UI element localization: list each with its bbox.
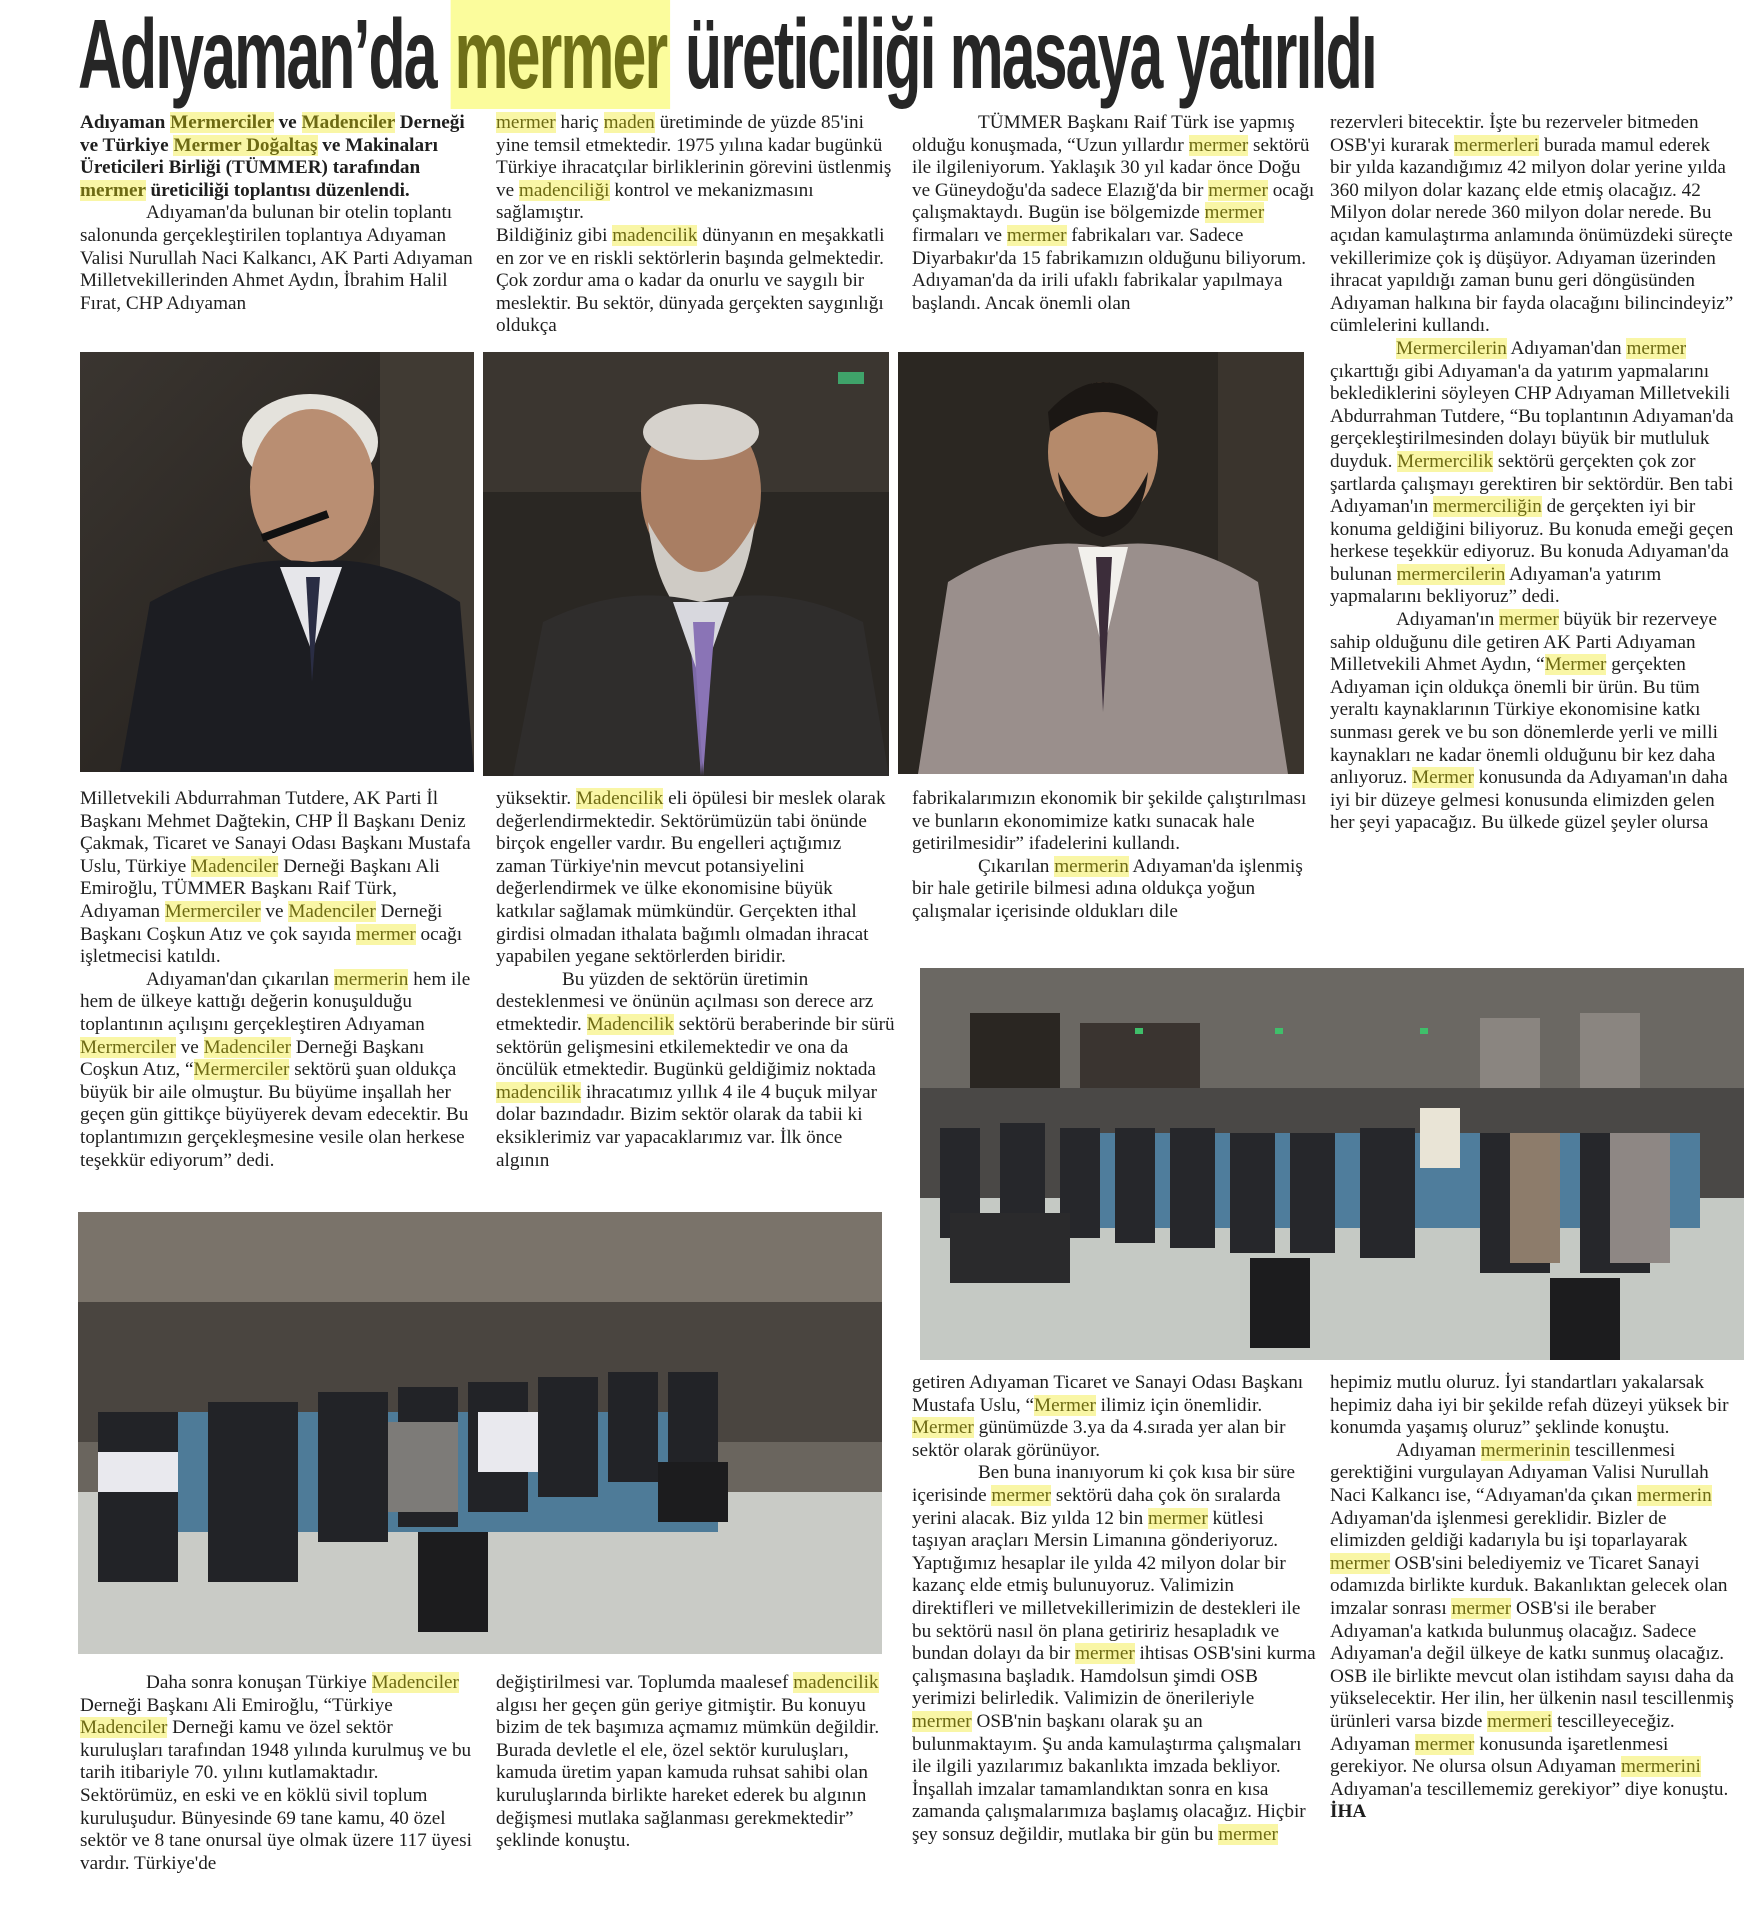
highlighted-keyword: Mermerciler [170,112,274,133]
paragraph-text: sektörü gerçekten çok zor şartlarda çalışmayı gerektiren bir sektördür. Ben tabi Adıyaman'ın [1330,450,1734,518]
highlighted-keyword: mermer [80,179,146,201]
highlighted-keyword: mermer [1218,1823,1278,1845]
highlighted-keyword: mermerinin [1480,1439,1571,1461]
highlighted-keyword: mermerin [1054,855,1129,877]
article-paragraph [496,112,896,225]
highlighted-keyword: Madenciler [288,900,376,922]
paragraph-text: değiştirilmesi var. Toplumda maalesef [496,1672,794,1693]
headline-highlight: mermer [451,0,670,109]
paragraph-text: günümüzde 3.ya da 4.sırada yer alan bir sektör olarak görünüyor. [912,1417,1286,1461]
paragraph-text: Adıyaman'a tescillememiz gerekiyor” diye konuştu. [1330,1778,1729,1800]
column-3-mid [912,788,1317,924]
paragraph-text: Adıyaman'da işlenmesi gereklidir. Bizler de elimizden geldiği kadarıyla bu işi toparlayarak [1330,1507,1688,1552]
paragraph-text: OSB'si ile beraber Adıyaman'a katkıda bulunmuş olacağız. Sadece Adıyaman'a değil ülkeye de katkı sunmuş olacağız. OSB ile birlikte mevcut olan istihdam sayısı daha da yükselecektir. Her ilin, her ülkenin nasıl tescillenmiş ürünleri varsa bizde [1330,1597,1734,1732]
article-paragraph [1330,609,1735,835]
highlighted-keyword: Mermercilik [1397,450,1494,472]
headline-before: Adıyaman’da [78,0,451,109]
highlighted-keyword: maden [603,112,655,133]
highlighted-keyword: mermer [1204,202,1265,224]
highlighted-keyword: Madenciler [191,855,279,877]
article-paragraph [80,788,480,969]
paragraph-text: Adıyaman'da bulunan bir otelin toplantı salonunda gerçekleştirilen toplantıya Adıyaman Valisi Nurullah Naci Kalkancı, AK Parti Adıyaman Milletvekillerinden Ahmet Aydın, İbrahim Halil Fırat, CHP Adıyaman [80,202,473,314]
paragraph-text: ihtisas OSB'sini kurma çalışmasına başladık. Hamdolsun şimdi OSB yerimizi belirledik. Valimizin de önerileriyle [912,1643,1316,1710]
column-2-bottom [496,1672,896,1853]
paragraph-text: Adıyaman'dan [1506,337,1627,359]
highlighted-keyword: Madenciler [371,1672,459,1693]
highlighted-keyword: madencilik [612,224,698,246]
speaker-photo-3 [898,352,1304,774]
paragraph-text: üreticiliği toplantısı düzenlendi. [145,179,410,201]
audience-2-image [78,1212,882,1654]
paragraph-text: konusunda da Adıyaman'ın daha iyi bir düzeye gelmesi konusunda elimizden gelen her şeyi yapacağız. Bu ülkede güzel şeyler olursa [1330,767,1728,834]
paragraph-text: dünyanın en meşakkatli en zor ve en riskli sektörlerin başında gelmektedir. Çok zordur ama o kadar da onurlu ve saygılı bir meslektir. Bu sektör, dünyada gerçekten saygınlığı oldukça [496,224,885,337]
paragraph-text: kontrol ve mekanizmasını sağlamıştır. [496,179,814,224]
paragraph-text: sektörü ile ilgileniyorum. Yaklaşık 30 yıl kadar önce Doğu ve Güneydoğu'da sadece Elazığ'da bir [912,134,1310,201]
highlighted-keyword: mermeri [1487,1710,1553,1732]
highlighted-keyword: mermerini [1620,1756,1701,1778]
paragraph-text: de gerçekten iyi bir konuma geldiğini biliyoruz. Bu konuda emeği geçen herkese teşekkür ediyoruz. Bu konuda Adıyaman'da bulunan [1330,496,1734,585]
paragraph-text: gerçekten Adıyaman için oldukça önemli bir ürün. Bu tüm yeraltı kaynaklarının Türkiye ekonomisine katkı sunması gerek ve bu son dönemlerde yerli ve milli kaynakları ne kadar önemli olduğunu bir kez daha anlıyoruz. [1330,654,1718,789]
paragraph-text: ve [260,900,289,922]
highlighted-keyword: mermerleri [1453,134,1540,156]
column-1-bottom [80,1672,480,1875]
article-paragraph [496,1672,896,1853]
highlighted-keyword: mermerciliğin [1433,496,1542,518]
highlighted-keyword: mermer [912,1710,972,1732]
highlighted-keyword: mermer [1208,179,1268,201]
paragraph-text: Adıyaman [1396,1439,1481,1461]
column-1-mid [80,788,480,1172]
news-agency-credit: İHA [1330,1801,1367,1823]
article-paragraph [1330,338,1735,609]
paragraph-text: burada mamul ederek bir yılda kazandığımız 42 milyon dolar yerine yılda 360 milyon dolar kazanç elde etmiş olacağız. 42 Milyon dolar nerede 360 milyon dolar nerede. Bu açıdan kamulaştırma anlamında önümüzdeki süreçte vekillerimize çok iş düşüyor. Adıyaman üzerinden ihracat yapıldığı zaman bunu geri döngüsünden Adıyaman halkına bir fayda olacağını bilincindeyiz” cümlelerini kullandı. [1330,134,1734,337]
highlighted-keyword: Mermer Doğaltaş [173,134,318,156]
article-paragraph [80,202,480,315]
paragraph-text: firmaları ve [912,224,1007,246]
highlighted-keyword: mermer [1148,1507,1208,1529]
highlighted-keyword: Madencilik [575,788,664,809]
article-paragraph [80,112,480,202]
audience-photo-2 [78,1212,882,1654]
highlighted-keyword: mermer [1330,1552,1390,1574]
paragraph-text: sektörü şuan oldukça büyük bir aile olmuştur. Bu büyüme inşallah her geçen gün gittikçe büyüyerek devam edecektir. Bu toplantımızın gerçekleşmesine vesile olan herkese teşekkür ediyorum” dedi. [80,1059,469,1171]
highlighted-keyword: mermer [356,923,416,945]
paragraph-text: sektörü daha çok ön sıralarda yerini alacak. Biz yılda 12 bin [912,1484,1281,1529]
highlighted-keyword: mermer [1499,609,1559,631]
speaker-1-image [80,352,474,772]
paragraph-text: getiren Adıyaman Ticaret ve Sanayi Odası Başkanı Mustafa Uslu, “ [912,1372,1304,1416]
speaker-3-image [898,352,1304,774]
audience-1-image [920,968,1744,1360]
speaker-photo-1 [80,352,474,772]
paragraph-text: Derneği Başkanı Ali Emiroğlu, TÜMMER Başkanı Raif Türk, Adıyaman [80,855,440,922]
column-1-top [80,112,480,315]
highlighted-keyword: mermer [1075,1643,1135,1665]
highlighted-keyword: mermer [1006,224,1067,246]
highlighted-keyword: madenciliği [518,179,610,201]
highlighted-keyword: Mermer [1412,767,1474,789]
paragraph-text: Adıyaman'dan çıkarılan [146,968,334,990]
highlighted-keyword: Mermer [912,1417,974,1439]
highlighted-keyword: Madenciler [301,112,395,133]
column-2-mid [496,788,896,1172]
paragraph-text: Çıkarılan [978,855,1055,877]
highlighted-keyword: Mermercilerin [1396,337,1507,359]
highlighted-keyword: mermer [991,1484,1052,1506]
highlighted-keyword: mermer [1626,337,1687,359]
article-paragraph [80,969,480,1172]
paragraph-text: hem ile hem de ülkeye kattığı değerin konuşulduğu toplantının açılışını gerçekleştiren Adıyaman [80,968,471,1035]
paragraph-text: tescilleyeceğiz. Adıyaman [1330,1710,1675,1755]
paragraph-text: Milletvekili Abdurrahman Tutdere, AK Parti İl Başkanı Mehmet Dağtekin, CHP İl Başkanı Deniz Çakmak, Ticaret ve Sanayi Odası Başkanı Mustafa Uslu, Türkiye [80,788,471,877]
paragraph-text: Bu yüzden de sektörün üretimin desteklenmesi ve önünün açılması son derece arz etmektedir. [496,968,874,1035]
paragraph-text: Derneği Başkanı Ali Emiroğlu, “Türkiye [80,1694,393,1716]
paragraph-text: fabrikaları var. Sadece Diyarbakır'da 15 fabrikamızın olduğunu biliyorum. Adıyaman'da da irili ufaklı fabrikalar yapılmaya başlandı. Ancak önemli olan [912,224,1307,314]
paragraph-text: hepimiz mutlu oluruz. İyi standartları yakalarsak hepimiz daha iyi bir şekilde refah düzeyi yüksek bir konumda yaşamış oluruz” şeklinde konuştu. [1330,1372,1729,1439]
highlighted-keyword: mermer [1188,134,1249,156]
article-paragraph [912,788,1317,856]
paragraph-text: Derneği ve Türkiye [80,112,465,156]
article-paragraph [912,856,1317,924]
column-3-bottom [912,1372,1317,1846]
paragraph-text: OSB'sini belediyemiz ve Ticaret Sanayi odamızda birlikte kurduk. Bakanlıktan gelecek olan imzalar sonrası [1330,1552,1728,1619]
paragraph-text: eli öpülesi bir meslek olarak değerlendirmektedir. Sektörümüzün tabi önünde birçok engeller vardır. Bu engelleri açtığımız zaman Türkiye'nin mevcut potansiyelini değerlendirmek ve ülke ekonomisine büyük katkılar sağlamak mümkündür. Gerçekten ithal girdisi olmadan ithalata bağımlı olmadan ihracat yapabilen yegane sektörlerden biridir. [496,788,886,968]
paragraph-text: büyük bir rezerveye sahip olduğunu dile getiren AK Parti Adıyaman Milletvekili Ahmet Aydın, “ [1330,609,1718,676]
paragraph-text: konusunda işaretlenmesi gerekiyor. Ne olursa olsun Adıyaman [1330,1733,1669,1778]
highlighted-keyword: mermerin [1637,1484,1712,1506]
speaker-photo-2 [483,352,889,776]
paragraph-text: fabrikalarımızın ekonomik bir şekilde çalıştırılması ve bunların ekonomimize katkı sunacak hale getirilmesidir” ifadelerini kullandı. [912,788,1307,855]
highlighted-keyword: mermer [1414,1733,1475,1755]
paragraph-text: kütlesi taşıyan araçları Mersin Limanına gönderiyoruz. Yaptığımız hesaplar ile yılda 42 milyon dolar bir kazanç elde etmiş bulunuyoruz. Valimizin direktifleri ve milletvekillerimizin de destekleri ile bu sektörü nasıl ön plana getiririz hesapladık ve bundan dolayı da bir [912,1507,1301,1665]
paragraph-text: ocağı çalışmaktaydı. Bugün ise bölgemizde [912,179,1315,224]
highlighted-keyword: Mermerciler [164,900,261,922]
column-4-bottom [1330,1372,1735,1824]
speaker-2-image [483,352,889,776]
paragraph-text: hariç [555,112,604,133]
audience-photo-1 [920,968,1744,1360]
article-paragraph [496,788,896,969]
column-2-top [496,112,896,338]
article-paragraph [80,1672,480,1875]
highlighted-keyword: mermerin [333,968,409,990]
highlighted-keyword: Mermerciler [193,1059,290,1081]
paragraph-text: ve Makinaları Üreticileri Birliği (TÜMMER) tarafından [80,134,438,179]
highlighted-keyword: mermer [496,112,556,133]
highlighted-keyword: mermer [1451,1597,1512,1619]
paragraph-text: Derneği kamu ve özel sektör kuruluşları tarafından 1948 yılında kurulmuş ve bu tarih itibariyle 70. yılını kutlamaktadır. Sektörümüz, en eski ve en köklü sivil toplum kuruluşudur. Bünyesinde 69 tane kamu, 40 özel sektör ve 8 tane onursal üye olmak üzere 117 üyesi vardır. Türkiye'de [80,1717,472,1874]
paragraph-text: Adıyaman'da işlenmiş bir hale getirile bilmesi adına oldukça yoğun çalışmalar içerisinde oldukları dile [912,855,1303,922]
article-paragraph [912,1462,1317,1846]
article-paragraph [1330,1372,1735,1440]
column-4-top [1330,112,1735,835]
article-paragraph [1330,112,1735,338]
article-headline [78,0,1376,109]
highlighted-keyword: Madenciler [203,1036,291,1058]
paragraph-text: ocağı işletmecisi katıldı. [80,923,463,968]
paragraph-text: Adıyaman'ın [1396,609,1500,631]
highlighted-keyword: Mermerciler [80,1036,176,1058]
headline-after: üreticiliği masaya yatırıldı [669,0,1376,109]
paragraph-text: ilimiz için önemlidir. [1095,1394,1263,1416]
highlighted-keyword: madencilik [496,1081,582,1103]
highlighted-keyword: Madenciler [80,1717,168,1739]
paragraph-text: OSB'nin başkanı olarak şu an bulunmaktayım. Şu anda kamulaştırma çalışmaları ile ilgili yazılarımız bakanlıkta imzada bekliyor. İnşallah imzalar tamamlandıktan sonra en kısa zamanda çalışmalarımıza başlamış olacağız. Hiçbir şey sonsuz değildir, mutlaka bir gün bu [912,1710,1306,1845]
paragraph-text: çıkarttığı gibi Adıyaman'a da yatırım yapmalarını beklediklerini söyleyen CHP Adıyaman Milletvekili Abdurrahman Tutdere, “Bu toplantının Adıyaman'da gerçekleştirilmesinden dolayı büyük bir mutluluk duyduk. [1330,360,1734,472]
paragraph-text: TÜMMER Başkanı Raif Türk ise yapmış olduğu konuşmada, “Uzun yıllardır [912,112,1295,156]
paragraph-text: Adıyaman [80,112,171,133]
highlighted-keyword: Mermer [1034,1394,1096,1416]
column-3-top [912,112,1317,315]
article-paragraph [496,225,896,338]
paragraph-text: ihracatımız yıllık 4 ile 4 buçuk milyar dolar bazındadır. Bizim sektör olarak da tabii ki eksiklerimiz var yapacaklarımız var. İlk önce algının [496,1081,877,1171]
paragraph-text: algısı her geçen gün geriye gitmiştir. Bu konuyu bizim de tek başımıza açmamız mümkün değildir. Burada devletle el ele, özel sektör kuruluşları, kamuda üretim yapan kamuda ruhsat sahibi olan kuruluşlarında birlikte hareket ederek bu algının değişmesi mutlaka sağlanması gerekmektedir” şeklinde konuştu. [496,1694,880,1852]
paragraph-text: rezervleri bitecektir. İşte bu rezerveler bitmeden OSB'yi kurarak [1330,112,1699,156]
highlighted-keyword: madencilik [793,1672,879,1693]
paragraph-text: sektörü beraberinde bir sürü sektörün gelişmesini etkilemektedir ve ona da öncülük etmektedir. Bugünkü geldiğimiz noktada [496,1013,895,1081]
highlighted-keyword: mermercilerin [1396,563,1506,585]
paragraph-text: yüksektir. [496,788,576,809]
paragraph-text: Derneği Başkanı Coşkun Atız ve çok sayıda [80,900,443,945]
article-paragraph [912,1372,1317,1462]
paragraph-text: Bildiğiniz gibi [496,224,613,246]
article-paragraph [912,112,1317,315]
paragraph-text: üretiminde de yüzde 85'ini yine temsil etmektedir. 1975 yılına kadar bugünkü Türkiye ihracatçılar birliklerinin görevini üstlenmiş ve [496,112,892,201]
paragraph-text: ve [273,112,302,133]
highlighted-keyword: Mermer [1544,654,1607,676]
paragraph-text: Adıyaman'a yatırım yapmalarını bekliyoruz” dedi. [1330,563,1662,608]
highlighted-keyword: Madencilik [586,1013,674,1035]
article-paragraph [496,969,896,1172]
paragraph-text: Daha sonra konuşan Türkiye [146,1672,372,1693]
paragraph-text: tescillenmesi gerektiğini vurgulayan Adıyaman Valisi Nurullah Naci Kalkancı ise, “Adıyaman'da çıkan [1330,1439,1709,1506]
paragraph-text: ve [175,1036,204,1058]
paragraph-text: Derneği Başkanı Coşkun Atız, “ [80,1036,425,1081]
paragraph-text: Ben buna inanıyorum ki çok kısa bir süre içerisinde [912,1462,1296,1506]
article-paragraph [1330,1440,1735,1824]
